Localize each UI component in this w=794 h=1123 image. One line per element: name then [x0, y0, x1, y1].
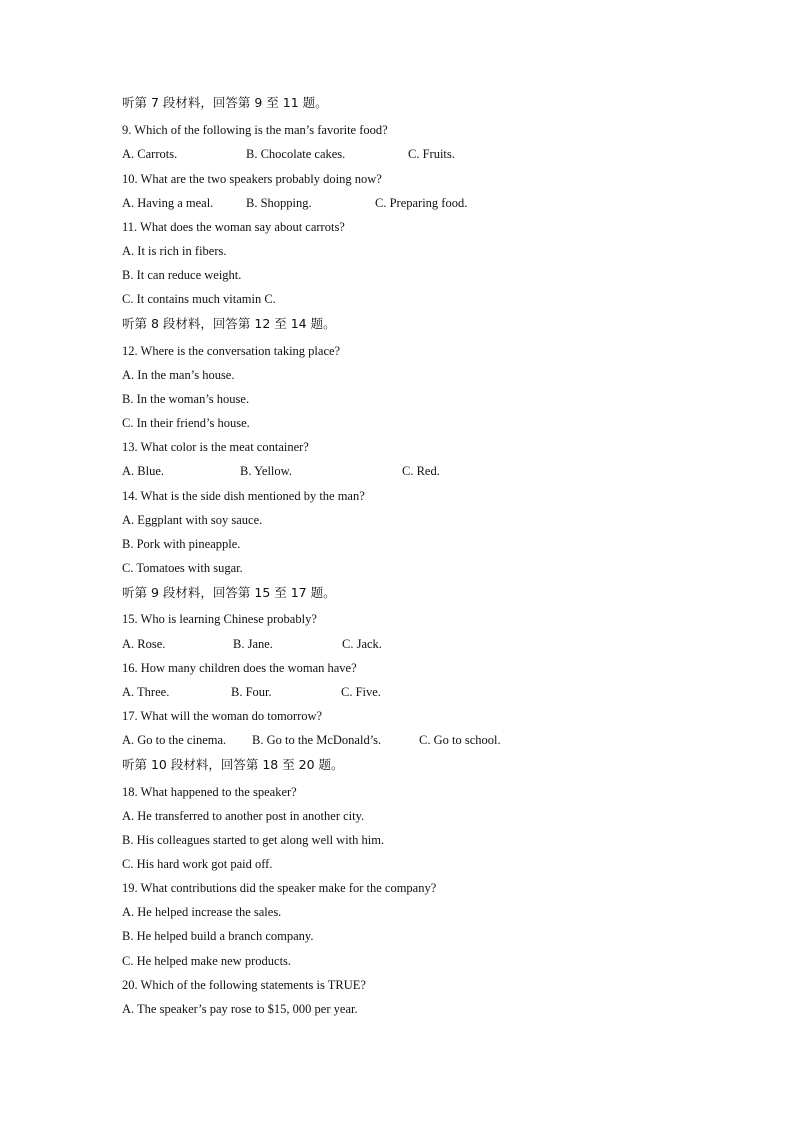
option-c: C. Go to school. [419, 733, 501, 747]
option-b: B. Go to the McDonald’s. [252, 733, 382, 747]
option-a: A. Go to the cinema. [122, 733, 227, 747]
section-heading: 听第 10 段材料，回答第 18 至 20 题。 [122, 757, 344, 772]
option-b: B. He helped build a branch company. [122, 929, 314, 943]
option-a: A. Three. [122, 685, 170, 699]
option-a: A. He transferred to another post in another city. [122, 809, 365, 823]
question-18: 18. What happened to the speaker? [122, 785, 297, 799]
option-b: B. Chocolate cakes. [246, 147, 346, 161]
option-c: C. Fruits. [408, 147, 455, 161]
option-a: A. In the man’s house. [122, 368, 235, 382]
option-b: B. Shopping. [246, 196, 312, 210]
option-c: C. Jack. [342, 637, 382, 651]
question-19: 19. What contributions did the speaker make for the company? [122, 881, 437, 895]
option-c: C. In their friend’s house. [122, 416, 250, 430]
option-c: C. He helped make new products. [122, 954, 292, 968]
option-c: C. It contains much vitamin C. [122, 292, 276, 306]
option-b: B. It can reduce weight. [122, 268, 242, 282]
option-a: A. He helped increase the sales. [122, 905, 282, 919]
option-c: C. Five. [341, 685, 381, 699]
option-b: B. Yellow. [240, 464, 292, 478]
option-b: B. Pork with pineapple. [122, 537, 241, 551]
option-a: A. Having a meal. [122, 196, 214, 210]
question-9: 9. Which of the following is the man’s favorite food? [122, 123, 388, 137]
section-heading: 听第 9 段材料，回答第 15 至 17 题。 [122, 585, 336, 600]
question-14: 14. What is the side dish mentioned by the man? [122, 489, 365, 503]
question-16: 16. How many children does the woman have? [122, 661, 357, 675]
option-a: A. Eggplant with soy sauce. [122, 513, 263, 527]
option-a: A. Carrots. [122, 147, 178, 161]
question-10: 10. What are the two speakers probably doing now? [122, 172, 382, 186]
option-c: C. His hard work got paid off. [122, 857, 273, 871]
option-b: B. Four. [231, 685, 272, 699]
option-a: A. It is rich in fibers. [122, 244, 227, 258]
option-b: B. Jane. [233, 637, 273, 651]
option-c: C. Preparing food. [375, 196, 468, 210]
option-a: A. Blue. [122, 464, 165, 478]
option-c: C. Tomatoes with sugar. [122, 561, 243, 575]
question-13: 13. What color is the meat container? [122, 440, 309, 454]
section-heading: 听第 7 段材料，回答第 9 至 11 题。 [122, 95, 328, 110]
question-12: 12. Where is the conversation taking place? [122, 344, 341, 358]
question-15: 15. Who is learning Chinese probably? [122, 612, 317, 626]
section-heading: 听第 8 段材料，回答第 12 至 14 题。 [122, 316, 336, 331]
question-17: 17. What will the woman do tomorrow? [122, 709, 323, 723]
option-b: B. His colleagues started to get along well with him. [122, 833, 385, 847]
question-11: 11. What does the woman say about carrots? [122, 220, 345, 234]
option-a: A. Rose. [122, 637, 166, 651]
question-20: 20. Which of the following statements is TRUE? [122, 978, 366, 992]
option-a: A. The speaker’s pay rose to $15, 000 per year. [122, 1002, 358, 1016]
option-c: C. Red. [402, 464, 440, 478]
option-b: B. In the woman’s house. [122, 392, 250, 406]
